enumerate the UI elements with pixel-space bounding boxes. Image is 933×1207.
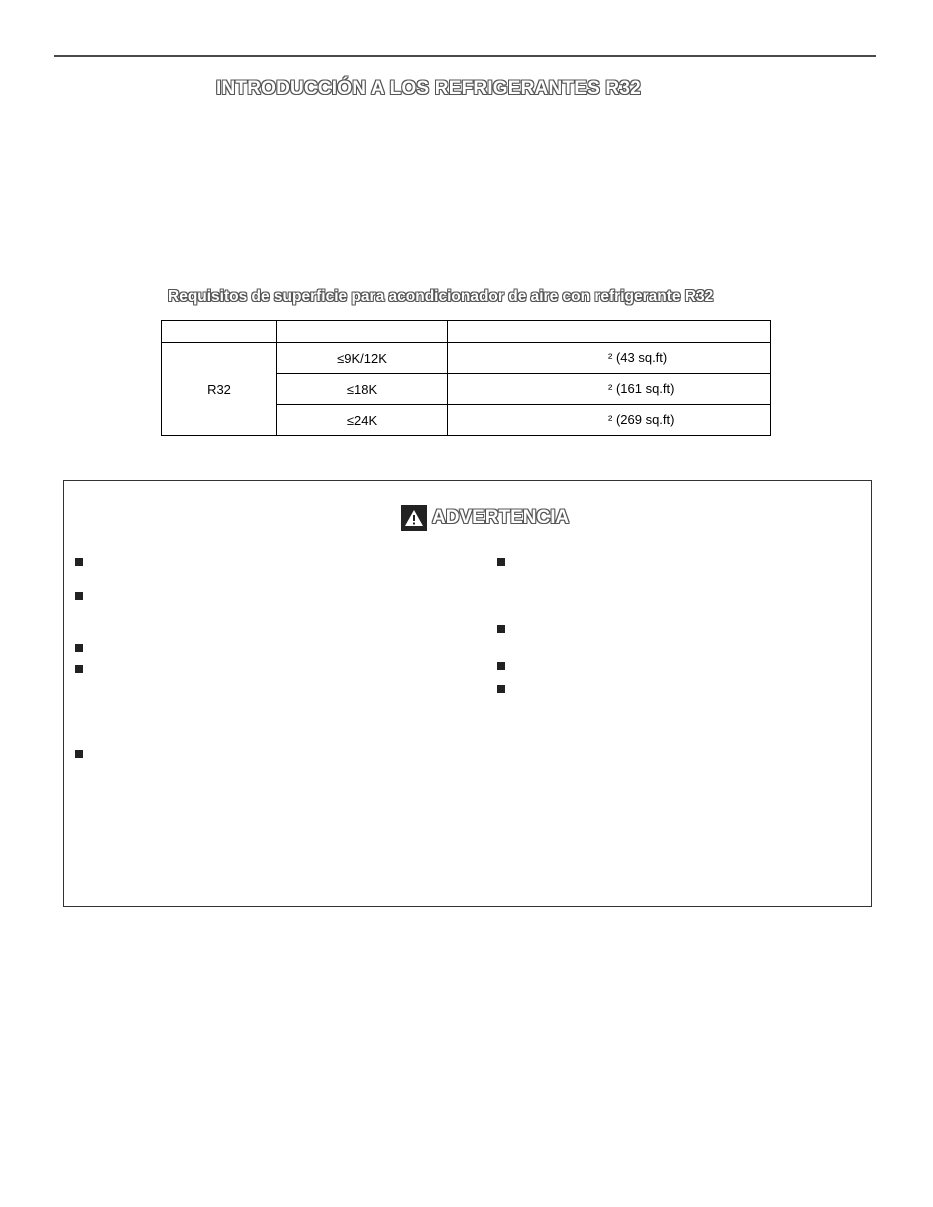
bullet-icon [497, 558, 505, 566]
bullet-icon [75, 558, 83, 566]
table-title: Requisitos de superficie para acondicionador de aire con refrigerante R32 [168, 288, 714, 305]
area-cell: ² (161 sq.ft) [448, 374, 771, 405]
bullet-icon [497, 625, 505, 633]
bullet-icon [497, 662, 505, 670]
bullet-icon [75, 592, 83, 600]
page-title: INTRODUCCIÓN A LOS REFRIGERANTES R32 [216, 78, 641, 99]
capacity-cell: ≤24K [277, 405, 448, 436]
table-header-cell [448, 321, 771, 343]
warning-box [63, 480, 872, 907]
area-requirements-table [161, 320, 771, 436]
warning-label: ADVERTENCIA [432, 507, 570, 528]
area-cell: ² (43 sq.ft) [448, 343, 771, 374]
warning-header [401, 505, 569, 531]
capacity-cell: ≤9K/12K [277, 343, 448, 374]
table-header-row [162, 321, 771, 343]
top-rule [54, 55, 876, 57]
refrigerant-cell: R32 [162, 343, 277, 436]
table-row [162, 343, 771, 374]
table-header-cell [162, 321, 277, 343]
bullet-icon [75, 644, 83, 652]
bullet-icon [497, 685, 505, 693]
area-cell: ² (269 sq.ft) [448, 405, 771, 436]
capacity-cell: ≤18K [277, 374, 448, 405]
warning-triangle-icon [401, 505, 427, 531]
bullet-icon [75, 750, 83, 758]
bullet-icon [75, 665, 83, 673]
table-header-cell [277, 321, 448, 343]
